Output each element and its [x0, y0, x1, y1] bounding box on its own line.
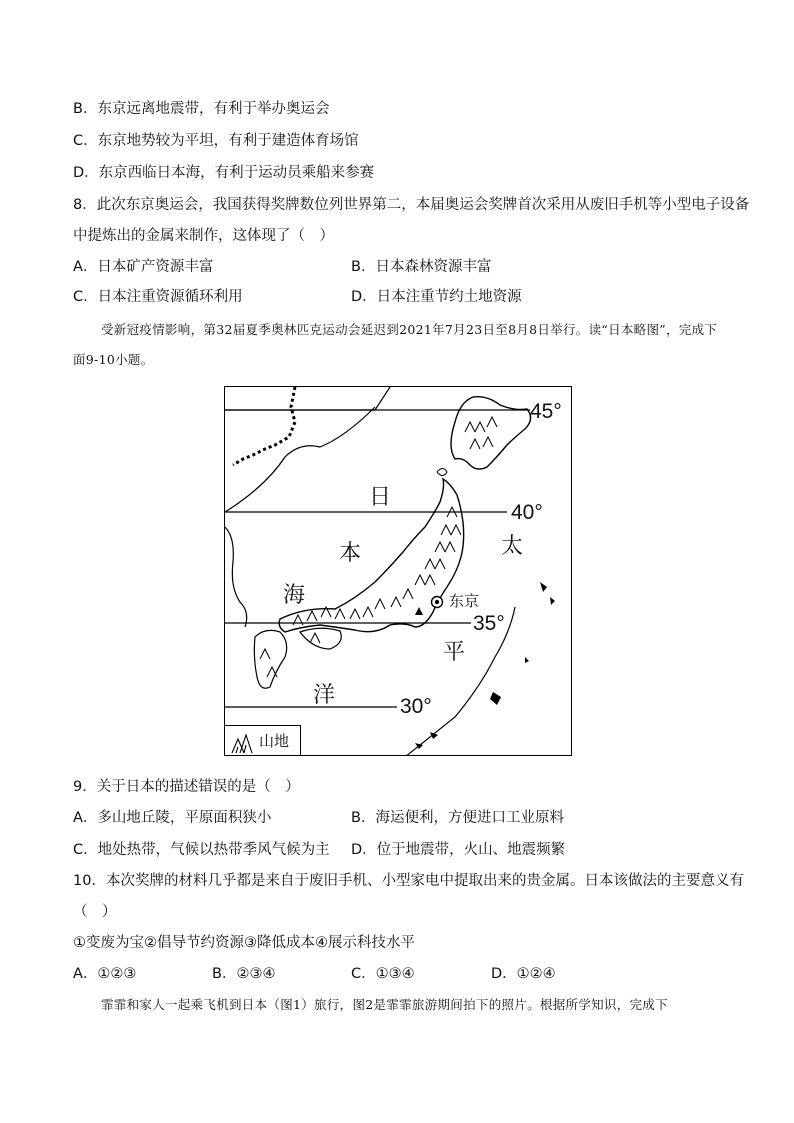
q8-option-d: D．日本注重节约土地资源 [351, 289, 522, 305]
map-label-ben: 本 [339, 541, 362, 566]
latitude-40-label: 40° [511, 501, 543, 524]
mountain-legend-icon [230, 729, 260, 755]
q10-option-a: A．①②③ [73, 966, 137, 982]
q10-stem-line2: （ ） [73, 904, 117, 920]
map-label-tai: 太 [501, 534, 524, 559]
q10-option-d: D．①②④ [491, 966, 556, 982]
q9-option-c: C．地处热带，气候以热带季风气候为主 [73, 842, 330, 858]
q9-option-a: A．多山地丘陵，平原面积狭小 [73, 810, 272, 826]
map-drawing [225, 387, 572, 756]
map-label-hai: 海 [283, 583, 306, 608]
q8-option-c: C．日本注重资源循环利用 [73, 289, 243, 305]
latitude-30-label: 30° [400, 695, 432, 718]
tokyo-label: 东京 [449, 592, 480, 610]
intro-9-10: 受新冠疫情影响，第32届夏季奥林匹克运动会延迟到2021年7月23日至8月8日举行。读“日本略图”，完成下面9-10小题。 [73, 322, 718, 367]
q8-option-b: B．日本森林资源丰富 [351, 259, 492, 275]
japan-sketch-map [224, 386, 572, 756]
latitude-35-label: 35° [473, 612, 505, 635]
q10-option-b: B．②③④ [212, 966, 276, 982]
q7-option-d: D．东京西临日本海，有利于运动员乘船来参赛 [73, 165, 375, 181]
q8-option-a: A．日本矿产资源丰富 [73, 259, 214, 275]
map-label-yang: 洋 [313, 683, 336, 708]
map-label-ping: 平 [443, 640, 466, 665]
q8-stem-line1: 8．此次东京奥运会，我国获得奖牌数位列世界第二，本届奥运会奖牌首次采用从废旧手机等小型电子设备 [73, 197, 750, 213]
q9-stem: 9．关于日本的描述错误的是（ ） [73, 779, 300, 795]
map-label-ri: 日 [369, 485, 392, 510]
q7-option-b: B．东京远离地震带，有利于举办奥运会 [73, 101, 330, 117]
intro-next: 霏霏和家人一起乘飞机到日本（图1）旅行，图2是霏霏旅游期间拍下的照片。根据所学知识，完成下 [101, 997, 668, 1012]
q10-items: ①变废为宝②倡导节约资源③降低成本④展示科技水平 [73, 935, 415, 951]
q7-option-c: C．东京地势较为平坦，有利于建造体育场馆 [73, 133, 359, 149]
map-legend [225, 725, 301, 756]
q10-stem-line1: 10．本次奖牌的材料几乎都是来自于废旧手机、小型家电中提取出来的贵金属。日本该做法的主要意义有 [73, 873, 744, 889]
q10-option-c: C．①③④ [351, 966, 415, 982]
q9-option-b: B．海运便利，方便进口工业原料 [351, 810, 564, 826]
q9-option-d: D．位于地震带，火山、地震频繁 [351, 842, 566, 858]
latitude-45-label: 45° [530, 400, 562, 423]
legend-label: 山地 [259, 732, 290, 750]
q8-stem-line2: 中提炼出的金属来制作，这体现了（ ） [73, 228, 334, 244]
